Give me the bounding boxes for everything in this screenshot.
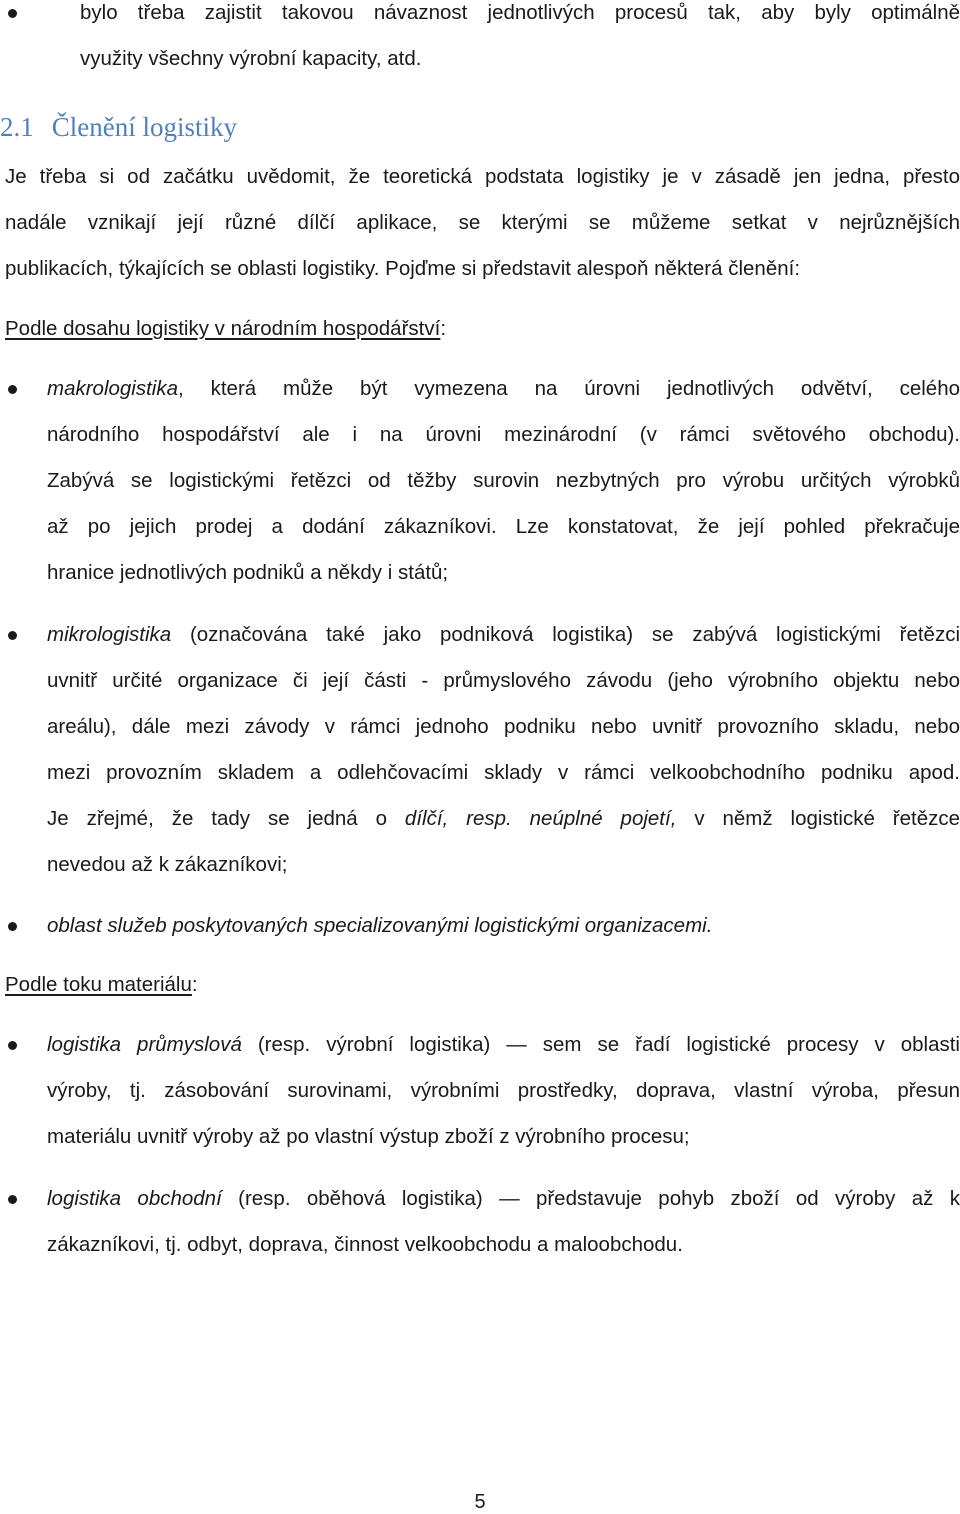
document-page: bylo třeba zajistit takovou návaznost jednotlivých procesů tak, aby byly optimálně využity všechny výrobní kapacity, atd. 2.1 Členění logistiky Je třeba si od začátku uvědomit, že teoretická podstata logistiky je v zásadě jen jedna, přesto nadále vznikají její různé dílčí aplikace, se kterými se můžeme setkat v nejrůznějších publikacích, týkajících se oblasti logistiky. Pojďme si představit alespoň některá členění: Podle dosahu logistiky v národním hospodářství: makrologistika, která může být vymezena na úrovni jednotlivých odvětví, celého národního hospodářství ale i na úrovni mezinárodní (v rámci světového obchodu). Zabývá se logistickými řetězci od těžby surovin nezbytných pro výrobu určitých výrobků až po jejich prodej a dodání zákazníkovi. Lze konstatovat, že její pohled překračuje hranice jednotlivých podniků a někdy i států; mikrologistika (označována také jako podniková logistika) se zabývá logistickými řetězci uvnitř určité organizace či její části - průmyslového závodu (jeho výrobního objektu nebo areálu), dále mezi závody v rámci jednoho podniku nebo uvnitř provozního skladu, nebo mezi provozním skladem a odlehčovacími sklady v rámci velkoobchodního podniku apod. Je zřejmé, že tady se jedná o dílčí, resp. neúplné pojetí, v němž logistické řetězce nevedou až k zákazníkovi; oblast služeb poskytovaných specializovanými logistickými organizacemi. Podle toku materiálu: logistika průmyslová (resp. výrobní logistika) — sem se řadí logistické procesy v oblasti výroby, tj. zásobování surovinami, výrobními prostředky, doprava, vlastní výroba, přesun materiálu uvnitř výroby až po vlastní výstup zboží z výrobního procesu; logistika obchodní (resp. oběhová logistika) — představuje pohyb zboží od výroby až k zákazníkovi, tj. odbyt, doprava, činnost velkoobchodu a maloobchodu. 5	[0, 0, 960, 1514]
bullet-icon	[8, 1195, 17, 1204]
list-item-text: zákazníkovi, tj. odbyt, doprava, činnost velkoobchodu a maloobchodu.	[47, 1233, 683, 1256]
page-number: 5	[474, 1491, 486, 1513]
intro-paragraph	[5, 154, 960, 292]
bullet-icon	[8, 631, 17, 640]
term: logistika obchodní	[47, 1187, 222, 1210]
term: makrologistika	[47, 377, 179, 400]
bullet-icon	[8, 385, 17, 394]
term: logistika průmyslová	[47, 1033, 242, 1056]
term: oblast služeb poskytovaných specializovanými logistickými organizacemi.	[47, 914, 713, 937]
term: mikrologistika	[47, 623, 172, 646]
list-item-text: areálu), dále mezi závody v rámci jednoho podniku nebo uvnitř provozního skladu, nebo	[47, 715, 960, 738]
list-item-text: až po jejich prodej a dodání zákazníkovi. Lze konstatovat, že její pohled překračuje	[47, 515, 960, 538]
list-item-text: Zabývá se logistickými řetězci od těžby surovin nezbytných pro výrobu určitých výrobků	[47, 469, 960, 492]
list-item-text: materiálu uvnitř výroby až po vlastní výstup zboží z výrobního procesu;	[47, 1125, 690, 1148]
list-item-text: národního hospodářství ale i na úrovni mezinárodní (v rámci světového obchodu).	[47, 423, 960, 446]
list-item-text: mezi provozním skladem a odlehčovacími sklady v rámci velkoobchodního podniku apod.	[47, 761, 960, 784]
section-heading	[0, 104, 237, 150]
section-title: Členění logistiky	[51, 112, 237, 142]
bullet-icon	[8, 1041, 17, 1050]
subsection-heading-text: Podle dosahu logistiky v národním hospodářství	[5, 317, 441, 340]
paragraph-line: publikacích, týkajících se oblasti logistiky. Pojďme si představit alespoň některá členění:	[5, 257, 801, 280]
paragraph-line: nadále vznikají její různé dílčí aplikace, se kterými se můžeme setkat v nejrůznějších	[5, 211, 960, 234]
bullet-icon	[8, 9, 17, 18]
list-item-text: hranice jednotlivých podniků a někdy i států;	[47, 561, 449, 584]
section-number: 2.1	[0, 112, 34, 142]
subsection-heading-text: Podle toku materiálu	[5, 973, 192, 996]
list-item-text: uvnitř určité organizace či její části - průmyslového závodu (jeho výrobního objektu nebo	[47, 669, 960, 692]
subsection-heading: Podle toku materiálu:	[5, 973, 198, 996]
bullet-icon	[8, 922, 17, 931]
list-item-text: výroby, tj. zásobování surovinami, výrobními prostředky, doprava, vlastní výroba, přesun	[47, 1079, 960, 1102]
paragraph-line: Je třeba si od začátku uvědomit, že teoretická podstata logistiky je v zásadě jen jedna, přesto	[5, 165, 960, 188]
list-item-text: nevedou až k zákazníkovi;	[47, 853, 288, 876]
subsection-heading: Podle dosahu logistiky v národním hospodářství:	[5, 317, 447, 340]
list-item-text: využity všechny výrobní kapacity, atd.	[80, 47, 422, 70]
list-item-text: bylo třeba zajistit takovou návaznost jednotlivých procesů tak, aby byly optimálně	[80, 1, 960, 24]
